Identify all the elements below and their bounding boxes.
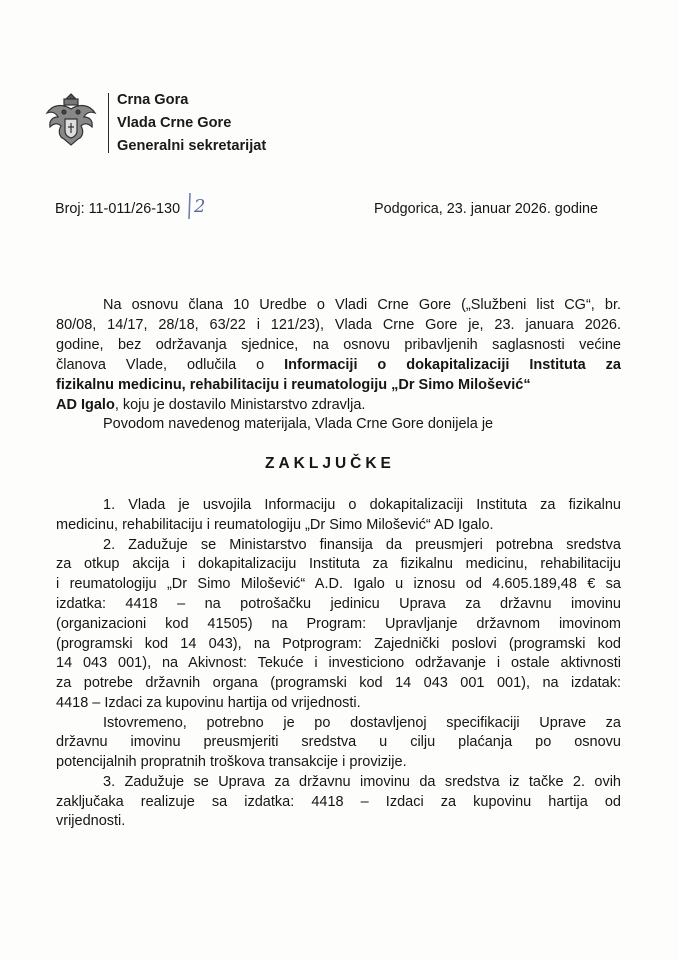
conclusion-line: 1. Vlada je usvojila Informaciju o dokapitalizaciji Instituta za fizikalnu — [103, 497, 621, 513]
place-date: Podgorica, 23. januar 2026. godine — [374, 201, 599, 217]
preamble-line: Na osnovu člana 10 Uredbe o Vladi Crne Gore („Službeni list CG“, br. — [103, 297, 621, 313]
section-title: ZAKLJUČKE — [265, 455, 395, 472]
preamble-line: AD Igalo, koju je dostavilo Ministarstvo zdravlja. — [56, 397, 366, 413]
conclusion-line: 14 043 001), na Akivnost: Tekuće i investiciono održavanje i ostale aktivnosti — [56, 655, 621, 671]
conclusion-line: potencijalnih propratnih troškova transakcije i provizije. — [56, 754, 407, 770]
svg-text:2: 2 — [194, 196, 206, 217]
conclusion-line: 2. Zadužuje se Ministarstvo finansija da preusmjeri potrebna sredstva — [103, 537, 621, 553]
header-country: Crna Gora — [117, 92, 189, 108]
header-secretariat: Generalni sekretarijat — [117, 138, 267, 154]
header-divider — [108, 93, 109, 153]
preamble-line: Povodom navedenog materijala, Vlada Crne Gore donijela je — [103, 416, 494, 432]
preamble-line: godine, bez održavanja sjednice, na osnovu pribavljenih saglasnosti većine — [56, 337, 621, 353]
preamble-line: 80/08, 14/17, 28/18, 63/22 i 121/23), Vlada Crne Gore je, 23. januara 2026. — [56, 317, 621, 333]
conclusion-line: Istovremeno, potrebno je po dostavljenoj specifikaciji Uprave za — [103, 715, 621, 731]
conclusion-line: medicinu, rehabilitaciju i reumatologiju „Dr Simo Milošević“ AD Igalo. — [56, 517, 494, 533]
reference-number: Broj: 11-011/26-130 — [55, 201, 181, 217]
conclusion-line: državnu imovinu preusmjeriti sredstva u cilju plaćanja po osnovu — [56, 734, 621, 750]
conclusion-line: vrijednosti. — [56, 813, 126, 829]
conclusion-line: za otkup akcija i dokapitalizaciju Instituta za fizikalnu medicinu, rehabilitaciju — [56, 556, 621, 572]
conclusion-line: i reumatologiju „Dr Simo Milošević“ A.D. Igalo u iznosu od 4.605.189,48 € sa — [56, 576, 621, 592]
conclusion-line: zaključaka realizuje sa izdatka: 4418 – Izdaci za kupovinu hartija od — [56, 794, 621, 810]
preamble-line: članova Vlade, odlučila o Informaciji o dokapitalizaciji Instituta za — [56, 357, 621, 373]
handwritten-number — [188, 193, 214, 219]
conclusion-line: 3. Zadužuje se Uprava za državnu imovinu da sredstva iz tačke 2. ovih — [103, 774, 621, 790]
conclusion-line: 4418 – Izdaci za kupovinu hartija od vrijednosti. — [56, 695, 361, 711]
conclusion-line: izdatka: 4418 – na potrošačku jedinicu Uprava za državnu imovinu — [56, 596, 621, 612]
conclusion-line: za potrebe državnih organa (programski kod 14 043 001 001), na izdatak: — [56, 675, 621, 691]
header-government: Vlada Crne Gore — [117, 115, 232, 131]
conclusion-line: (organizacioni kod 41505) na Program: Upravljanje državnom imovinom — [56, 616, 621, 632]
preamble-line: fizikalnu medicinu, rehabilitaciju i reumatologiju „Dr Simo Milošević“ — [56, 377, 531, 393]
conclusion-line: (programski kod 14 043), na Potprogram: Zajednički poslovi (programski kod — [56, 636, 621, 652]
coat-of-arms-icon — [44, 93, 98, 149]
